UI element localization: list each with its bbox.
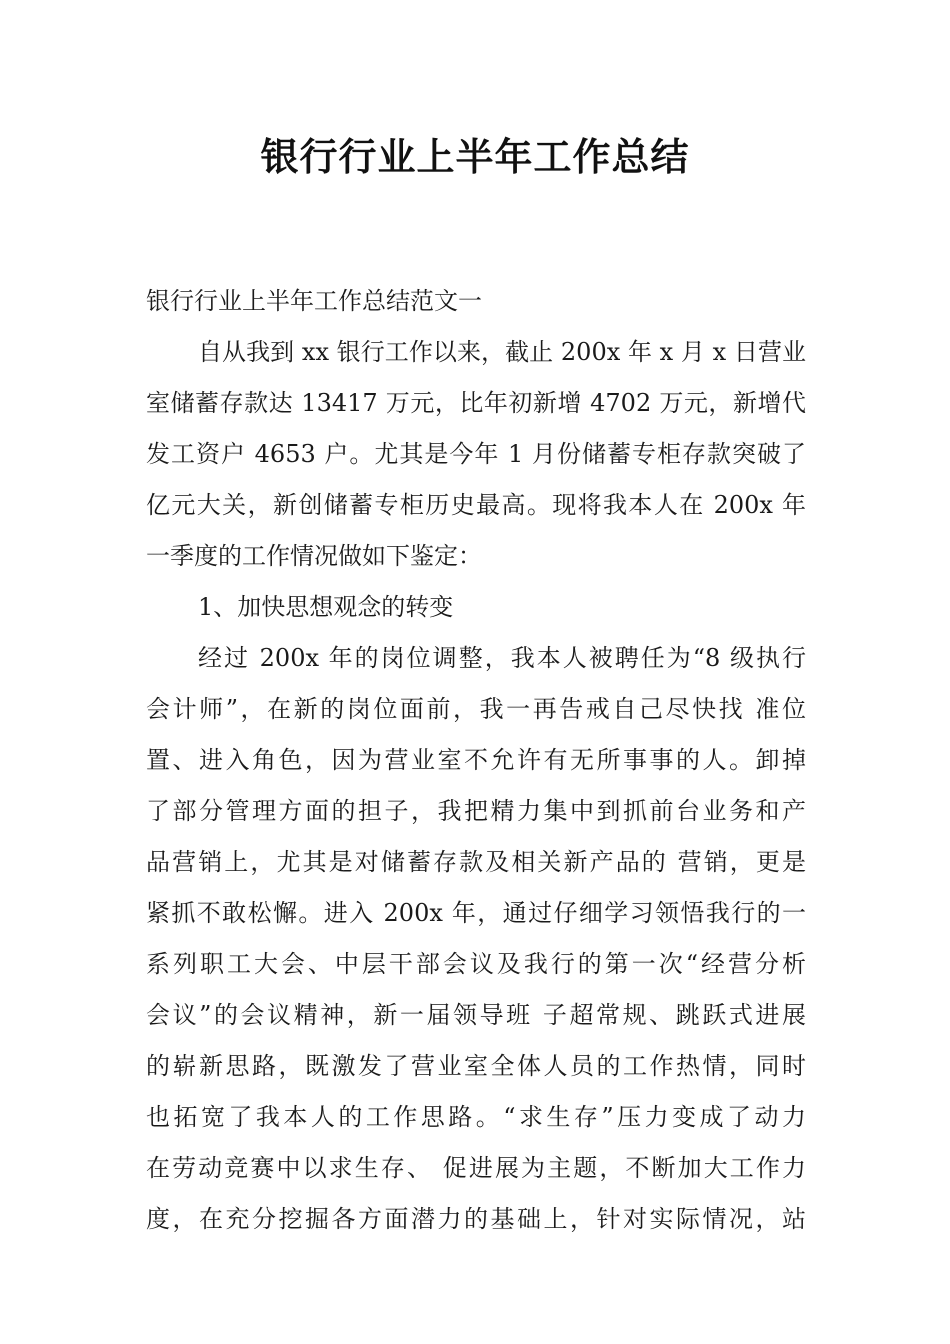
body-line: 经过 200x 年的岗位调整，我本人被聘任为“8 级执行 <box>198 644 806 672</box>
body-line: 了部分管理方面的担子，我把精力集中到抓前台业务和产 <box>146 797 806 825</box>
body-line: 自从我到 xx 银行工作以来，截止 200x 年 x 月 x 日营业 <box>198 338 806 366</box>
section-heading: 1、加快思想观念的转变 <box>198 593 454 621</box>
body-line: 的崭新思路，既激发了营业室全体人员的工作热情，同时 <box>146 1052 806 1080</box>
body-line: 银行行业上半年工作总结范文一 <box>146 287 482 315</box>
document-body <box>146 276 806 1245</box>
body-line: 度，在充分挖掘各方面潜力的基础上，针对实际情况，站 <box>146 1205 806 1233</box>
body-line: 室储蓄存款达 13417 万元，比年初新增 4702 万元，新增代 <box>146 389 806 417</box>
body-line: 品营销上，尤其是对储蓄存款及相关新产品的 营销，更是 <box>146 848 806 876</box>
body-line: 置、进入角色，因为营业室不允许有无所事事的人。卸掉 <box>146 746 806 774</box>
body-line: 也拓宽了我本人的工作思路。“求生存”压力变成了动力 <box>146 1103 806 1131</box>
document-title: 银行行业上半年工作总结 <box>260 135 690 179</box>
body-line: 发工资户 4653 户。尤其是今年 1 月份储蓄专柜存款突破了 <box>146 440 806 468</box>
body-line: 紧抓不敢松懈。进入 200x 年，通过仔细学习领悟我行的一 <box>146 899 806 927</box>
body-line: 亿元大关，新创储蓄专柜历史最高。现将我本人在 200x 年 <box>146 491 806 519</box>
body-line: 一季度的工作情况做如下鉴定： <box>146 542 482 570</box>
body-line: 会计师”，在新的岗位面前，我一再告戒自己尽快找 准位 <box>146 695 806 723</box>
body-line: 会议”的会议精神，新一届领导班 子超常规、跳跃式进展 <box>146 1001 806 1029</box>
body-line: 系列职工大会、中层干部会议及我行的第一次“经营分析 <box>146 950 806 978</box>
body-line: 在劳动竞赛中以求生存、 促进展为主题，不断加大工作力 <box>146 1154 806 1182</box>
